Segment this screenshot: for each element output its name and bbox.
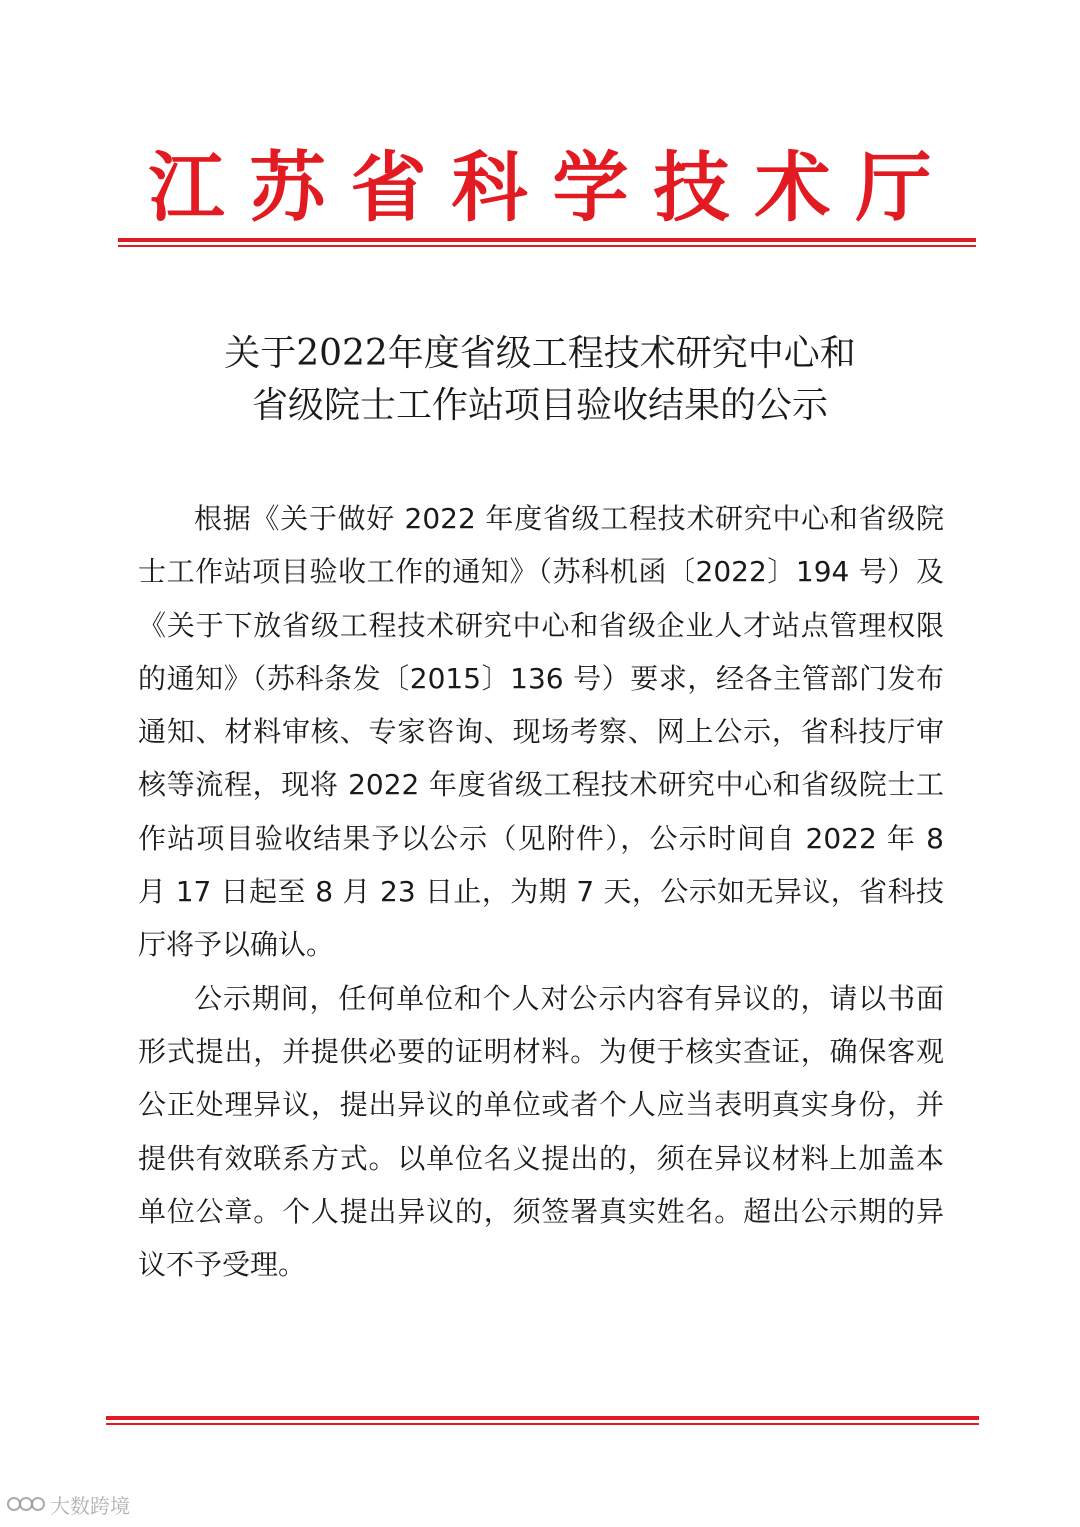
footer-rule-thick: [106, 1416, 979, 1420]
document-title-line-1: 关于2022年度省级工程技术研究中心和: [224, 333, 856, 374]
watermark-text: 大数跨境: [50, 1493, 130, 1518]
masthead-org-name: 江苏省科学技术厅: [148, 143, 957, 232]
footer-rule-thin: [106, 1423, 979, 1425]
header-rule-thin: [118, 245, 976, 247]
document-body: [138, 492, 944, 1291]
body-paragraph-2: 公示期间，任何单位和个人对公示内容有异议的，请以书面形式提出，并提供必要的证明材料。为便于核实查证，确保客观公正处理异议，提出异议的单位或者个人应当表明真实身份，并提供有效联系方式。以单位名义提出的，须在异议材料上加盖本单位公章。个人提出异议的，须签署真实姓名。超出公示期的异议不予受理。: [138, 981, 944, 1282]
document-title: [140, 328, 940, 432]
brand-logo-icon: [6, 1493, 46, 1515]
body-paragraph-1: 根据《关于做好 2022 年度省级工程技术研究中心和省级院士工作站项目验收工作的通知》（苏科机函〔2022〕194 号）及《关于下放省级工程技术研究中心和省级企业人才站点管理权限的通知》（苏科条发〔2015〕136 号）要求，经各主管部门发布通知、材料审核、专家咨询、现场考察、网上公示，省科技厅审核等流程，现将 2022 年度省级工程技术研究中心和省级院士工作站项目验收结果予以公示（见附件），公示时间自 2022 年 8 月 17 日起至 8 月 23 日止，为期 7 天，公示如无异议，省科技厅将予以确认。: [138, 502, 944, 962]
document-title-line-2: 省级院士工作站项目验收结果的公示: [251, 385, 828, 426]
header-rule-thick: [118, 238, 976, 242]
watermark: [6, 1490, 130, 1518]
